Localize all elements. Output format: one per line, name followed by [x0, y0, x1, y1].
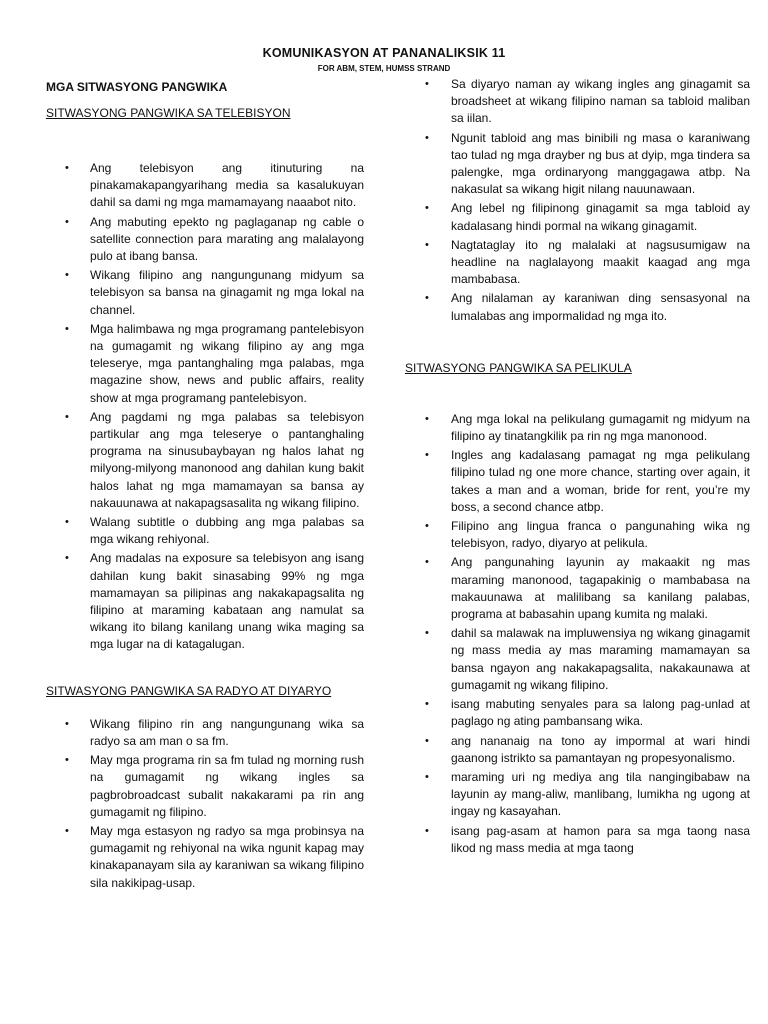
list-item: [46, 214, 364, 266]
main-heading: MGA SITWASYONG PANGWIKA: [46, 80, 228, 94]
list-item: [46, 716, 364, 750]
list-item-text: May mga programa rin sa fm tulad ng morning rush na gumagamit ng wikang ingles sa pagbrobroadcast subalit nakakarami pa rin ang gumagamit ng filipino.: [90, 753, 364, 819]
list-item-text: Ang madalas na exposure sa telebisyon ang isang dahilan kung bakit sinasabing 99% ng mga mamamayan sa pilipinas ang nakakapagsalita ng filipino at maraming kabataan ang namulat sa wikang ito bilang kanilang unang wika maging sa mga lugar na di katagalugan.: [90, 551, 364, 652]
bullet-icon: •: [65, 322, 69, 335]
list-item: [405, 411, 750, 445]
bullet-icon: •: [65, 215, 69, 228]
list-item-text: Mga halimbawa ng mga programang pantelebisyon na gumagamit ng wikang filipino ay ang mga teleserye, mga pantanghaling mga palabas, mga magazine show, news and public affairs, reality show at mga programang pantelebisyon.: [90, 321, 364, 405]
list-item-text: Wikang filipino ang nangungunang midyum sa telebisyon sa bansa na ginagamit ng mga lokal na channel.: [90, 268, 364, 317]
list-item: [46, 321, 364, 407]
bullet-icon: •: [65, 824, 69, 837]
right-column: [405, 76, 750, 859]
bullet-icon: •: [425, 556, 429, 569]
list-item: [405, 823, 750, 857]
list-item-text: ang nananaig na tono ay impormal at wari hindi gaanong istrikto sa pamantayan ng propesyonalismo.: [451, 733, 750, 765]
list-item: [46, 752, 364, 821]
bullet-icon: •: [425, 520, 429, 533]
bullet-icon: •: [425, 238, 429, 251]
bullet-icon: •: [425, 824, 429, 837]
list-item: [405, 769, 750, 821]
list-item: [46, 267, 364, 319]
bullet-icon: •: [65, 516, 69, 529]
list-item-text: May mga estasyon ng radyo sa mga probinsya na gumagamit ng rehiyonal na wika ngunit kapag may kinakapanayam sila ay karaniwan sa wikang filipino sila nakikipag-usap.: [90, 823, 364, 890]
diyaryo-list: [405, 76, 750, 325]
list-item: [46, 550, 364, 653]
list-item-text: Wikang filipino rin ang nangungunang wika sa radyo sa am man o sa fm.: [90, 716, 364, 748]
bullet-icon: •: [65, 162, 69, 174]
list-item-text: Ang lebel ng filipinong ginagamit sa mga tabloid ay kadalasang hindi pormal na wikang ginagamit.: [451, 201, 750, 233]
bullet-icon: •: [425, 412, 429, 425]
pelikula-list: [405, 411, 750, 857]
section-heading-pelikula: SITWASYONG PANGWIKA SA PELIKULA: [405, 360, 632, 375]
list-item-text: Ang telebisyon ang itinuturing na pinakamakapangyarihang media sa kasalukuyan dahil sa dami ng mga mamamayang naaabot nito.: [90, 161, 364, 210]
list-item-text: Ang pangunahing layunin ay makaakit ng mas maraming manonood, tagapakinig o mambabasa na makauunawa at malilibang sa kanilang palabas, programa at babasahin upang kumita ng malaki.: [451, 555, 750, 622]
list-item: [405, 237, 750, 289]
section-heading-radyo: SITWASYONG PANGWIKA SA RADYO AT DIYARYO: [46, 683, 332, 698]
section-heading-telebisyon: SITWASYONG PANGWIKA SA TELEBISYON: [46, 106, 291, 120]
bullet-icon: •: [65, 410, 69, 423]
list-item-text: isang mabuting senyales para sa lalong pag-unlad at paglago ng ating pambansang wika.: [451, 697, 750, 729]
list-item: [405, 290, 750, 324]
list-item-text: Ang pagdami ng mga palabas sa telebisyon partikular ang mga teleserye o pantanghaling programa na sinusubaybayan ng halos lahat ng milyong-milyong manonood ang dahilan kung bakit halos lahat ng mga mamamayan sa bansa ay nakauunawa at nakapagsasalita ng wikang filipino.: [90, 409, 364, 510]
list-item: [405, 130, 750, 199]
list-item: [405, 554, 750, 623]
list-item-text: isang pag-asam at hamon para sa mga taong nasa likod ng mass media at mga taong: [451, 823, 750, 855]
list-item-text: Filipino ang lingua franca o pangunahing wika ng telebisyon, radyo, diyaryo at pelikula.: [451, 519, 750, 551]
list-item-text: Nagtataglay ito ng malalaki at nagsusumigaw na headline na naglalayong maakit kaagad ang mga mambabasa.: [451, 237, 750, 287]
bullet-icon: •: [65, 552, 69, 565]
list-item-text: Walang subtitle o dubbing ang mga palabas sa mga wikang rehiyonal.: [90, 515, 364, 547]
document-title: KOMUNIKASYON AT PANANALIKSIK 11: [262, 46, 506, 60]
list-item: [405, 447, 750, 516]
telebisyon-list: [46, 160, 364, 654]
list-item-text: Ang nilalaman ay karaniwan ding sensasyonal na lumalabas ang impormalidad ng mga ito.: [451, 291, 750, 323]
list-item-text: dahil sa malawak na impluwensiya ng wikang ginagamit ng mass media ay mas maraming mamamayan sa bansa ngayon ang nakakapagsalita, nakakaunawa at gumagamit ng wikang filipino.: [451, 626, 750, 692]
bullet-icon: •: [425, 292, 429, 305]
list-item-text: maraming uri ng mediya ang tila nangingibabaw na layunin ay mang-aliw, manlibang, lumikha ng ugong at ingay ng kasayahan.: [451, 769, 750, 819]
list-item: [46, 514, 364, 548]
list-item: [405, 76, 750, 128]
bullet-icon: •: [425, 449, 429, 462]
list-item-text: Ngunit tabloid ang mas binibili ng masa o karaniwang tao tulad ng mga drayber ng bus at dyip, mga tindera sa palengke, mga ordinaryong manggagawa atbp. Na nakasulat sa wikang higit nilang nauunawaan.: [451, 130, 750, 197]
bullet-icon: •: [425, 78, 429, 90]
bullet-icon: •: [425, 770, 429, 783]
list-item: [46, 823, 364, 892]
bullet-icon: •: [425, 698, 429, 711]
list-item-text: Ang mabuting epekto ng paglaganap ng cable o satellite connection para marating ang malalayong pulo at ibang bansa.: [90, 214, 364, 264]
bullet-icon: •: [65, 754, 69, 767]
radyo-list: [46, 716, 364, 892]
list-item: [405, 518, 750, 552]
bullet-icon: •: [425, 627, 429, 640]
bullet-icon: •: [65, 269, 69, 282]
list-item: [46, 409, 364, 512]
list-item-text: Sa diyaryo naman ay wikang ingles ang ginagamit sa broadsheet at wikang filipino naman sa tabloid maliban sa iilan.: [451, 77, 750, 126]
bullet-icon: •: [425, 734, 429, 747]
list-item: [405, 696, 750, 730]
bullet-icon: •: [65, 717, 69, 730]
list-item-text: Ang mga lokal na pelikulang gumagamit ng midyum na filipino ay tinatangkilik pa rin ng mga manonood.: [451, 411, 750, 444]
bullet-icon: •: [425, 202, 429, 215]
list-item: [46, 160, 364, 212]
document-subtitle: FOR ABM, STEM, HUMSS STRAND: [317, 64, 451, 73]
bullet-icon: •: [425, 131, 429, 144]
left-column: [46, 76, 364, 894]
list-item: [405, 625, 750, 694]
list-item-text: Ingles ang kadalasang pamagat ng mga pelikulang filipino tulad ng one more chance, starting over again, it takes a man and a woman, bride for rent, you’re my boss, a second chance atbp.: [451, 448, 750, 514]
list-item: [405, 200, 750, 234]
list-item: [405, 733, 750, 767]
